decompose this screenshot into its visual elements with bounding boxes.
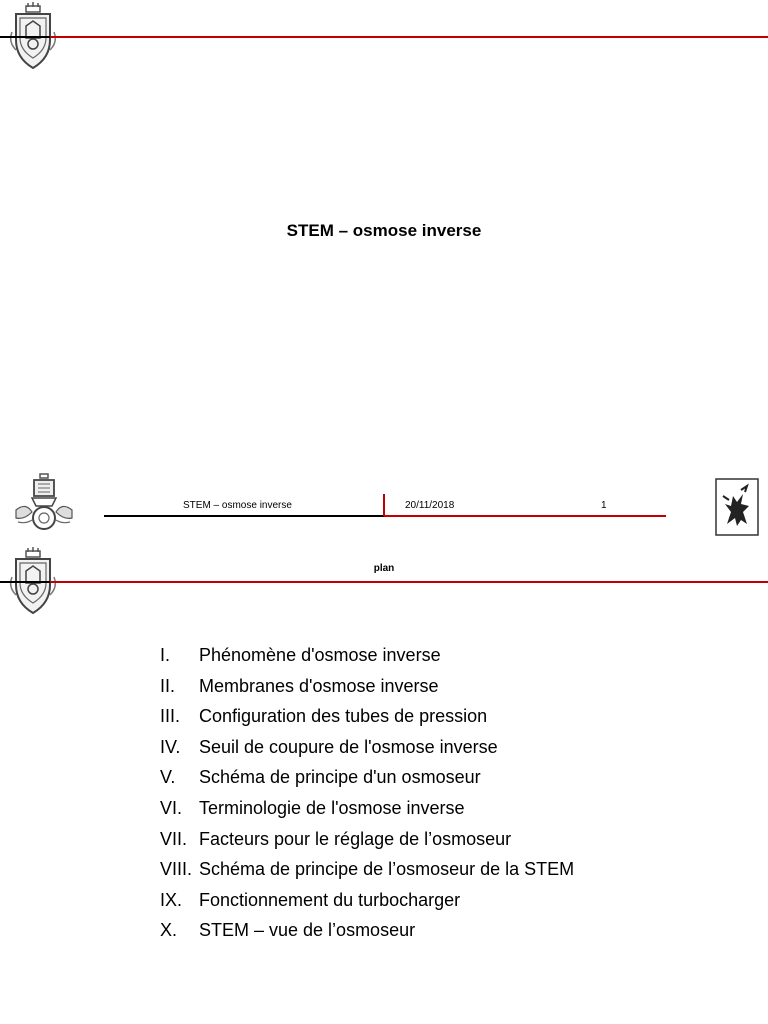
toc-item-number: II. [160, 675, 176, 696]
footer-rule-black [104, 515, 384, 517]
toc-item [160, 671, 574, 702]
toc-item-text: Seuil de coupure de l'osmose inverse [199, 736, 498, 757]
table-of-contents [160, 640, 574, 946]
header-rule-red [50, 581, 768, 583]
toc-item-text: Facteurs pour le réglage de l’osmoseur [199, 828, 512, 849]
slide-title: STEM – osmose inverse [286, 221, 482, 240]
toc-item [160, 824, 574, 855]
helmet-crest-icon [14, 470, 74, 536]
toc-item-number: X. [160, 920, 178, 941]
toc-item [160, 915, 574, 946]
toc-item-text: STEM – vue de l’osmoseur [199, 920, 416, 941]
toc-item [160, 701, 574, 732]
toc-item-text: Terminologie de l'osmose inverse [199, 797, 465, 818]
toc-item-number: IX. [160, 889, 183, 910]
header-rule-red [50, 36, 768, 38]
toc-item [160, 854, 574, 885]
toc-item-text: Schéma de principe de l’osmoseur de la STEM [199, 859, 575, 880]
toc-item-text: Membranes d'osmose inverse [199, 675, 439, 696]
plan-slide [0, 545, 768, 1024]
toc-item [160, 732, 574, 763]
toc-item [160, 640, 574, 671]
toc-item-text: Phénomène d'osmose inverse [199, 645, 441, 665]
footer-page-number: 1 [601, 500, 607, 511]
footer-title: STEM – osmose inverse [183, 500, 292, 511]
toc-item-text: Fonctionnement du turbocharger [199, 889, 461, 910]
toc-item-number: IV. [160, 736, 181, 757]
toc-item-number: I. [160, 645, 171, 665]
footer-rule-red [384, 515, 666, 517]
toc-item-number: VI. [160, 797, 183, 818]
toc-item-number: V. [160, 767, 176, 788]
header-rule-black [0, 36, 50, 38]
toc-item [160, 793, 574, 824]
griffin-emblem-icon [715, 478, 759, 536]
toc-item-number: VIII. [160, 859, 193, 880]
slide-title: plan [373, 563, 395, 574]
footer-date: 20/11/2018 [405, 500, 455, 511]
toc-item-number: VII. [160, 828, 188, 849]
header-rule-black [0, 581, 50, 583]
toc-item [160, 762, 574, 793]
toc-item-text: Schéma de principe d'un osmoseur [199, 767, 481, 788]
toc-item [160, 885, 574, 916]
footer-separator [383, 494, 385, 516]
toc-item-number: III. [160, 706, 181, 727]
toc-item-text: Configuration des tubes de pression [199, 706, 488, 727]
